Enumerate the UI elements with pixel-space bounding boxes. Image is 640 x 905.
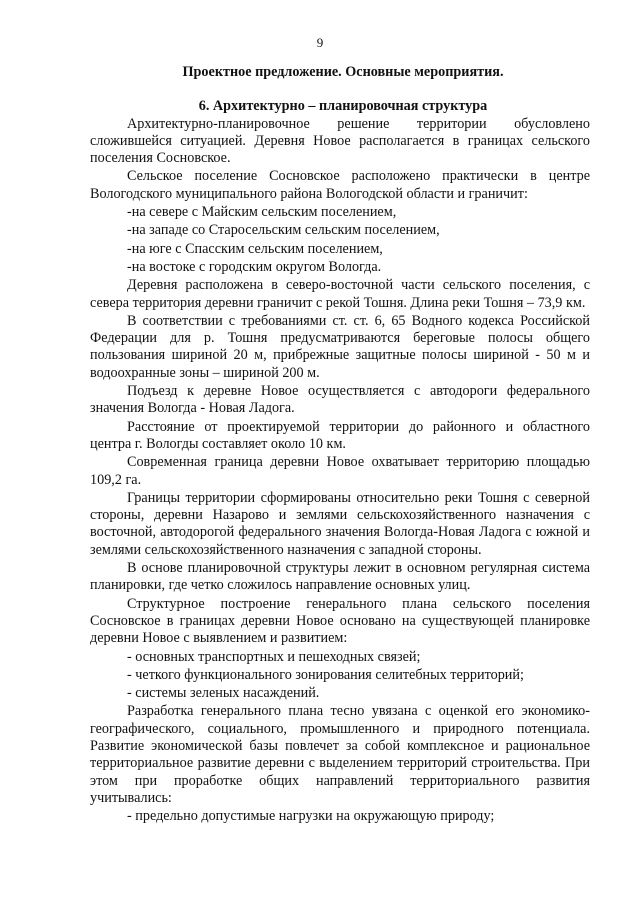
list-item: -на западе со Старосельским сельским поселением, xyxy=(127,222,440,239)
paragraph: Разработка генерального плана тесно увязана с оценкой его экономико-географического, социального, промышленного и природного потенциала. Развитие экономической базы повлечет за собой комплексное и рациональное территориальное развитие деревни с выделением территорий строительства. При этом при проработке общих направлений территориального развития учитывались: xyxy=(90,703,590,806)
paragraph: В соответствии с требованиями ст. ст. 6, 65 Водного кодекса Российской Федерации для р. Тошня предусматриваются береговые полосы общего пользования шириной 20 м, прибрежные защитные полосы шириной - 50 м и водоохранные зоны – шириной 200 м. xyxy=(90,312,590,381)
list-item: - системы зеленых насаждений. xyxy=(127,685,320,702)
list-item: -на востоке с городским округом Вологда. xyxy=(127,258,382,275)
paragraph: Расстояние от проектируемой территории до районного и областного центра г. Вологды составляет около 10 км. xyxy=(90,418,590,452)
paragraph: Структурное построение генерального плана сельского поселения Сосновское в границах деревни Новое основано на существующей планировке деревни Новое с выявлением и развитием: xyxy=(90,595,590,647)
document-body xyxy=(90,64,590,826)
page-number: 9 xyxy=(316,35,324,50)
list-item: - предельно допустимые нагрузки на окружающую природу; xyxy=(127,808,495,825)
paragraph: Границы территории сформированы относительно реки Тошня с северной стороны, деревни Назарово и землями сельскохозяйственного назначения с восточной, автодорогой федерального значения Вологда-Новая Ладога с южной и землями сельскохозяйственного назначения с западной стороны. xyxy=(90,489,590,558)
text-blocks xyxy=(90,116,590,826)
paragraph: Деревня расположена в северо-восточной части сельского поселения, с севера территория деревни граничит с рекой Тошня. Длина реки Тошня – 73,9 км. xyxy=(90,277,590,311)
list-item: -на юге с Спасским сельским поселением, xyxy=(127,240,383,257)
paragraph: Сельское поселение Сосновское расположено практически в центре Вологодского муниципального района Вологодской области и граничит: xyxy=(90,168,590,202)
list-item: - четкого функционального зонирования селитебных территорий; xyxy=(127,666,524,683)
paragraph: Архитектурно-планировочное решение территории обусловлено сложившейся ситуацией. Деревня Новое располагается в границах сельского поселения Сосновское. xyxy=(90,115,590,167)
main-heading: Проектное предложение. Основные мероприятия. xyxy=(182,64,504,80)
section-heading: 6. Архитектурно – планировочная структура xyxy=(198,98,488,115)
paragraph: Подъезд к деревне Новое осуществляется с автодороги федерального значения Вологда - Новая Ладога. xyxy=(90,383,590,417)
paragraph: Современная граница деревни Новое охватывает территорию площадью 109,2 га. xyxy=(90,454,590,488)
paragraph: В основе планировочной структуры лежит в основном регулярная система планировки, где четко сложилось направление основных улиц. xyxy=(90,560,590,594)
list-item: - основных транспортных и пешеходных связей; xyxy=(127,648,421,665)
list-item: -на севере с Майским сельским поселением, xyxy=(127,204,397,221)
